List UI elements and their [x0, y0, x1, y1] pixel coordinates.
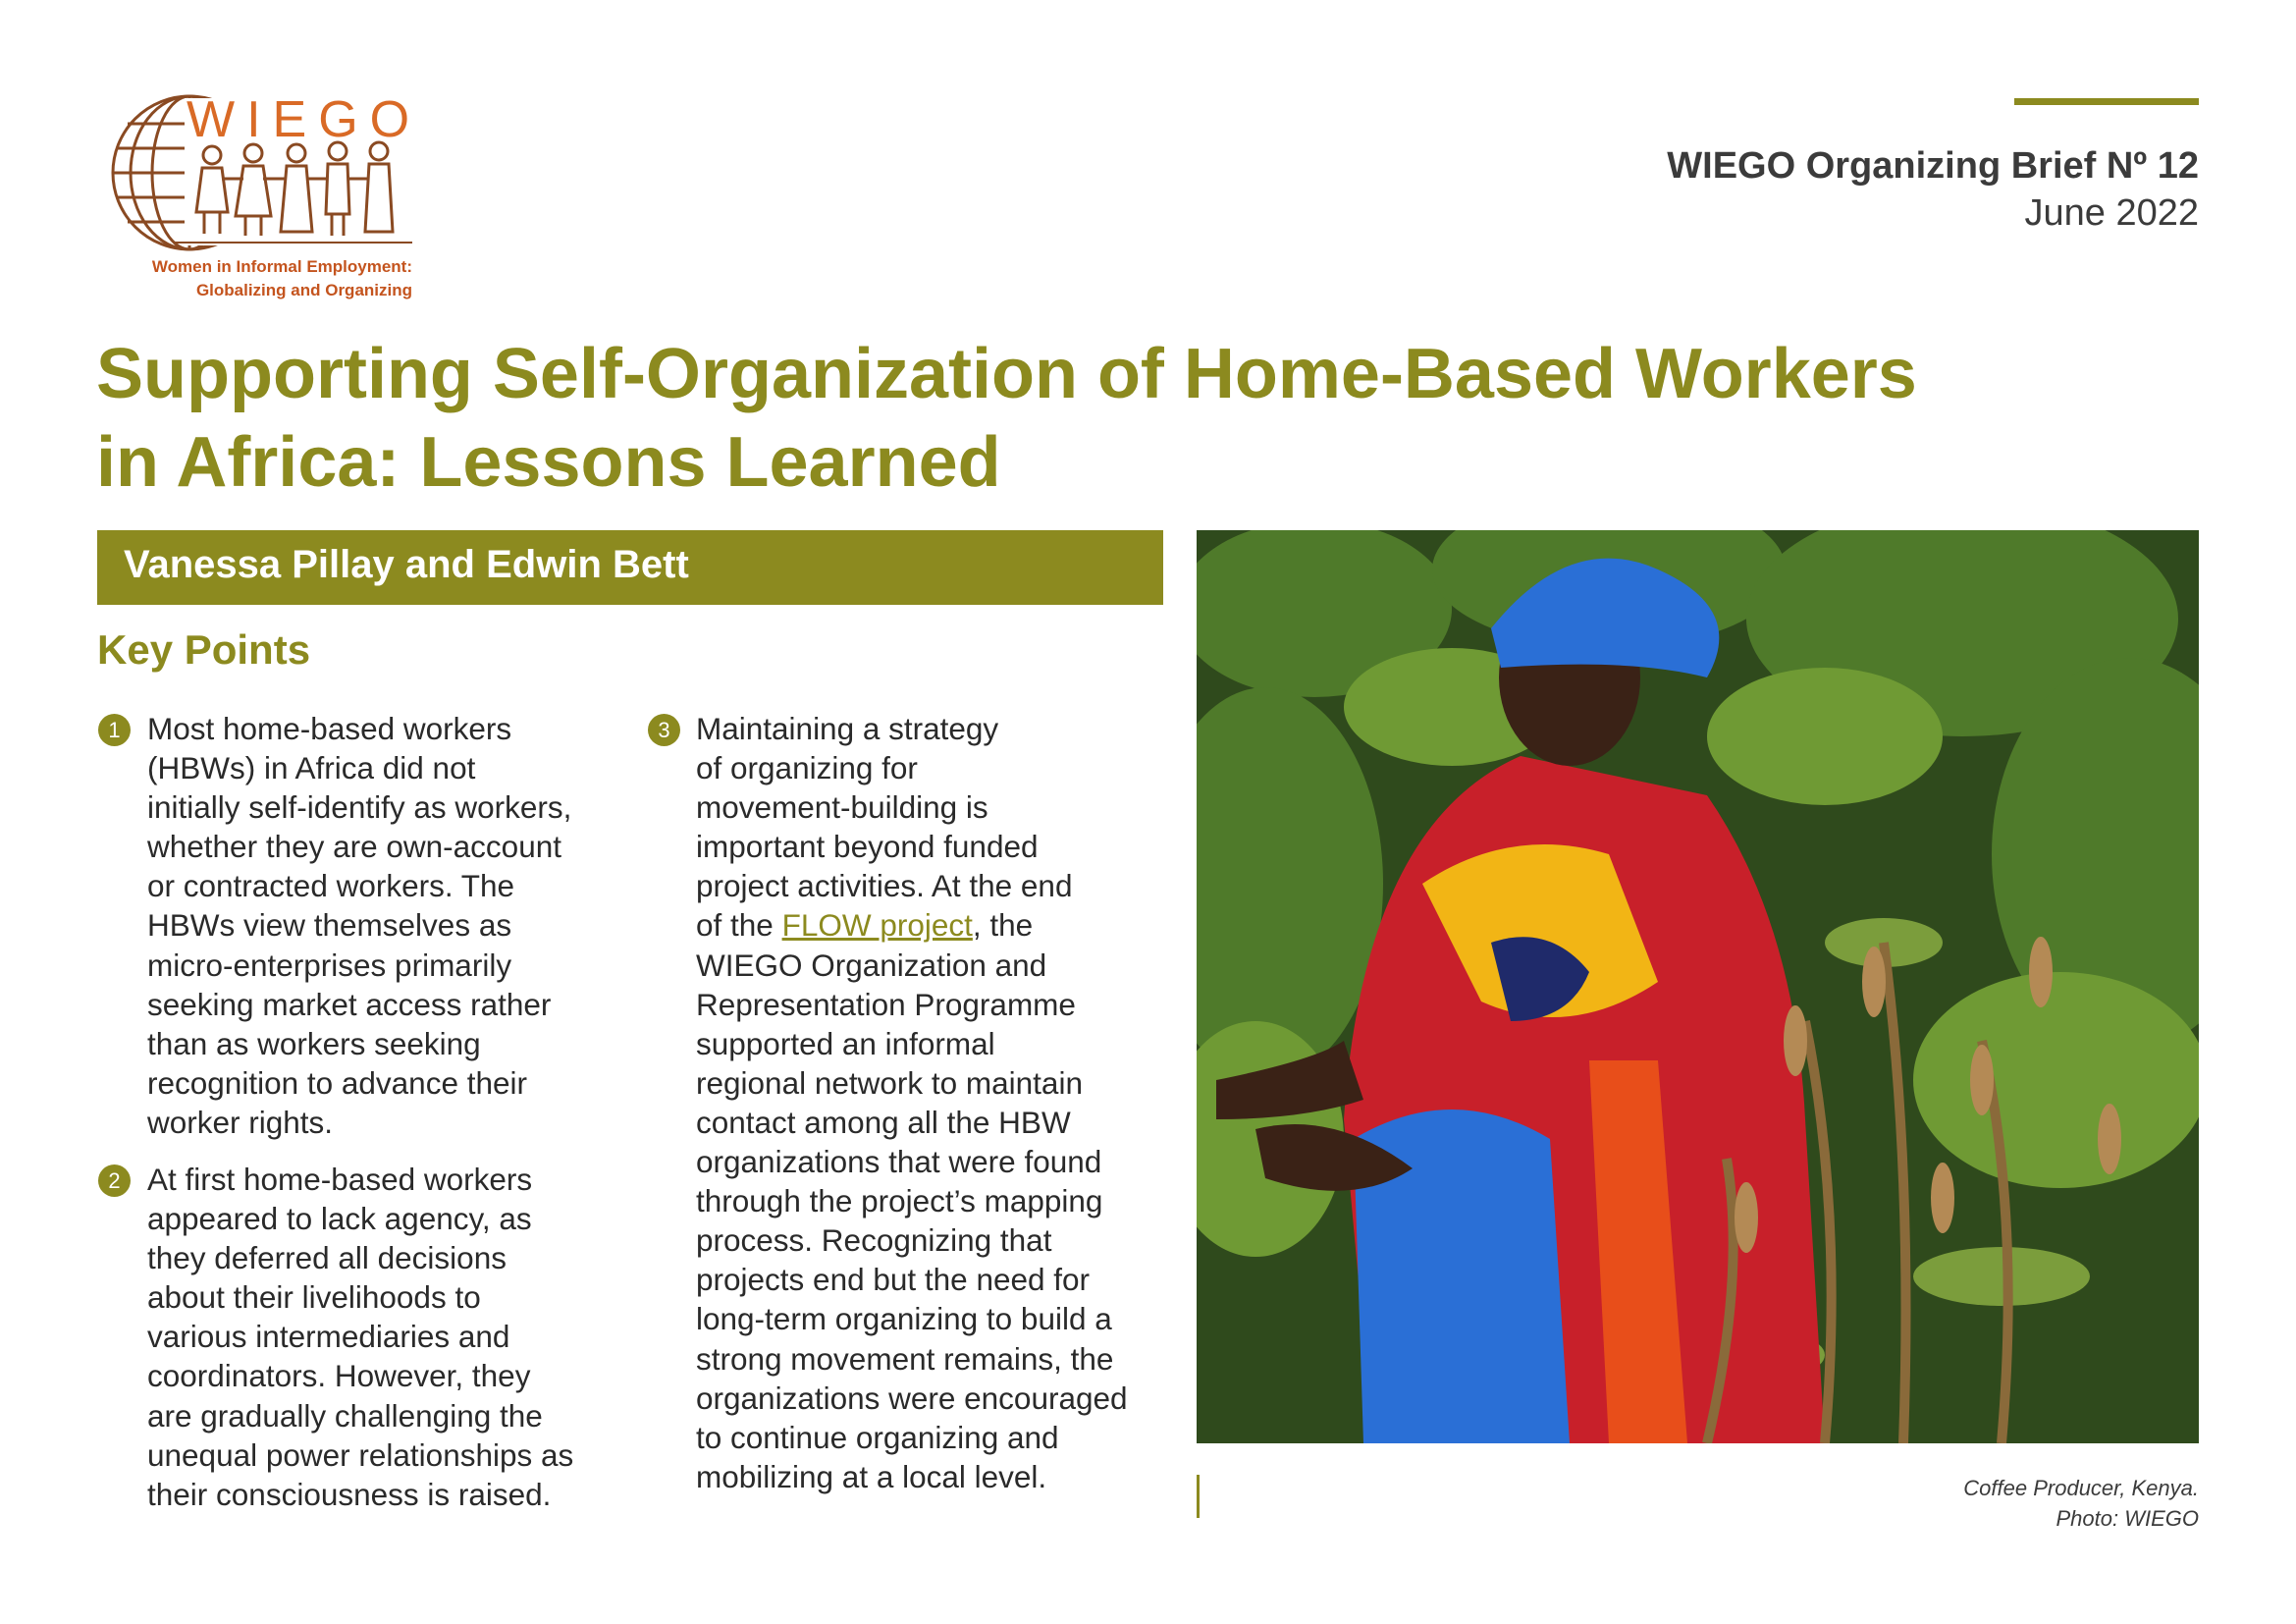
key-point-2: At first home-based workers appeared to lack agency, as they deferred all decisions about their livelihoods to various intermediaries and coordinators. However, they are gradually challenging the unequal power relationships as their consciousness is raised.: [147, 1162, 574, 1512]
logo-wordmark: WIEGO: [187, 91, 422, 148]
page-title: [96, 330, 1961, 507]
title-line1: Supporting Self-Organization of Home-Based Workers: [96, 335, 1917, 413]
photo-caption: [1963, 1473, 2199, 1534]
key-point-3-text-b: , the WIEGO Organization and Representation Programme supported an informal regional network to maintain contact among all the HBW organizations that were found through the project’s mapping process. Recognizing that projects end but the need for long-term organizing to build a strong movement remains, the organizations were encouraged to continue organizing and mobilizing at a local level.: [696, 907, 1128, 1494]
point-number-badge: 2: [98, 1164, 131, 1197]
coffee-producer-photo: [1197, 530, 2199, 1443]
flow-project-link[interactable]: FLOW project: [781, 907, 973, 944]
point-number-badge: 1: [98, 714, 131, 746]
logo-tagline-line2: Globalizing and Organizing: [195, 281, 412, 299]
logo-tagline-line1: Women in Informal Employment:: [151, 257, 412, 276]
key-point-1: Most home-based workers (HBWs) in Africa did not initially self-identify as workers, whether they are own-account or contracted workers. The HBWs view themselves as micro-enterprises primarily seeking market access rather than as workers seeking recognition to advance their worker rights.: [147, 711, 572, 1140]
key-point-3-text-a: Maintaining a strategy of organizing for movement-building is important beyond funded project activities. At the end of the: [696, 711, 1073, 944]
key-points-heading: Key Points: [97, 626, 311, 673]
header-accent-rule: [2014, 98, 2199, 105]
authors: Vanessa Pillay and Edwin Bett: [124, 543, 689, 586]
caption-line1: Coffee Producer, Kenya.: [1963, 1476, 2199, 1500]
title-line2: in Africa: Lessons Learned: [96, 423, 1001, 502]
brief-series: WIEGO Organizing Brief Nº 12: [1667, 145, 2199, 187]
brief-date: June 2022: [2024, 192, 2199, 234]
caption-rule: [1197, 1475, 1200, 1518]
key-point-3: [696, 709, 1187, 1496]
caption-line2: Photo: WIEGO: [2056, 1506, 2199, 1531]
logo-tagline: [98, 255, 412, 302]
point-number-badge: 3: [648, 714, 680, 746]
logo-divider: [173, 242, 412, 244]
